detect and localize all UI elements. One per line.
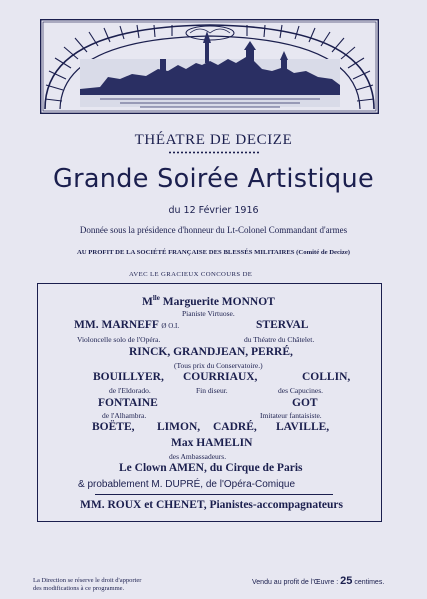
courriaux-role: Fin diseur. [196, 386, 228, 395]
performer-monnot: $M^{lle}$ Marguerite MONNOT [142, 294, 275, 308]
performer-laville: LAVILLE, [276, 421, 330, 433]
performer-collin: COLLIN, [302, 371, 351, 383]
performer-limon: LIMON, [157, 421, 201, 433]
performer-boete: BOËTE, [92, 421, 135, 433]
dotted-divider [168, 151, 260, 154]
footer-notice: La Direction se réserve le droit d'apporter des modifications à ce programme. [33, 577, 142, 592]
performer-clown-amen: Le Clown AMEN, du Cirque de Paris [119, 462, 303, 474]
performer-courriaux: COURRIAUX, [183, 371, 258, 383]
presidence-line: Donnée sous la présidence d'honneur du Lt-Colonel Commandant d'armes [79, 225, 348, 235]
marneff-role: Violoncelle solo de l'Opéra. [77, 335, 161, 344]
performer-fontaine: FONTAINE [98, 397, 158, 409]
got-role: Imitateur fantaisiste. [260, 411, 322, 420]
header-engraving [40, 19, 379, 114]
performer-cadre: CADRÉ, [213, 421, 257, 433]
divider-line [95, 494, 333, 495]
performer-sterval: STERVAL [256, 319, 309, 331]
officer-badge: Ø O.I. [161, 322, 180, 330]
beneficiary-line: AU PROFIT DE LA SOCIÉTÉ FRANÇAISE DES BLESSÉS MILITAIRES (Comité de Decize) [76, 249, 351, 256]
collin-role: des Capucines. [278, 386, 323, 395]
price-notice: Vendu au profit de l'Œuvre : 25 centimes. [252, 575, 385, 587]
sterval-role: du Théatre du Châtelet. [244, 335, 315, 344]
performer-got: GOT [292, 397, 318, 409]
theatre-name: THÉATRE DE DECIZE [134, 132, 293, 148]
accompanists: MM. ROUX et CHENET, Pianistes-accompagnateurs [80, 499, 343, 511]
event-date: du 12 Février 1916 [168, 205, 259, 216]
performer-bouillyer: BOUILLYER, [93, 371, 164, 383]
hamelin-role: des Ambassadeurs. [169, 452, 227, 461]
monnot-role: Pianiste Virtuose. [182, 309, 235, 318]
performer-dupre: & probablement M. DUPRÉ, de l'Opéra-Comique [78, 479, 296, 490]
fontaine-role: de l'Alhambra. [102, 411, 147, 420]
performer-hamelin: Max HAMELIN [171, 437, 253, 449]
town-view-illustration [40, 19, 379, 114]
bouillyer-role: de l'Eldorado. [109, 386, 151, 395]
event-title: Grande Soirée Artistique [53, 164, 374, 194]
concours-line: AVEC LE GRACIEUX CONCOURS DE [129, 271, 253, 278]
conservatoire-role: (Tous prix du Conservatoire.) [174, 361, 263, 370]
performer-marneff: MM. MARNEFF Ø O.I. [74, 319, 180, 331]
performers-conservatoire: RINCK, GRANDJEAN, PERRÉ, [129, 346, 293, 358]
